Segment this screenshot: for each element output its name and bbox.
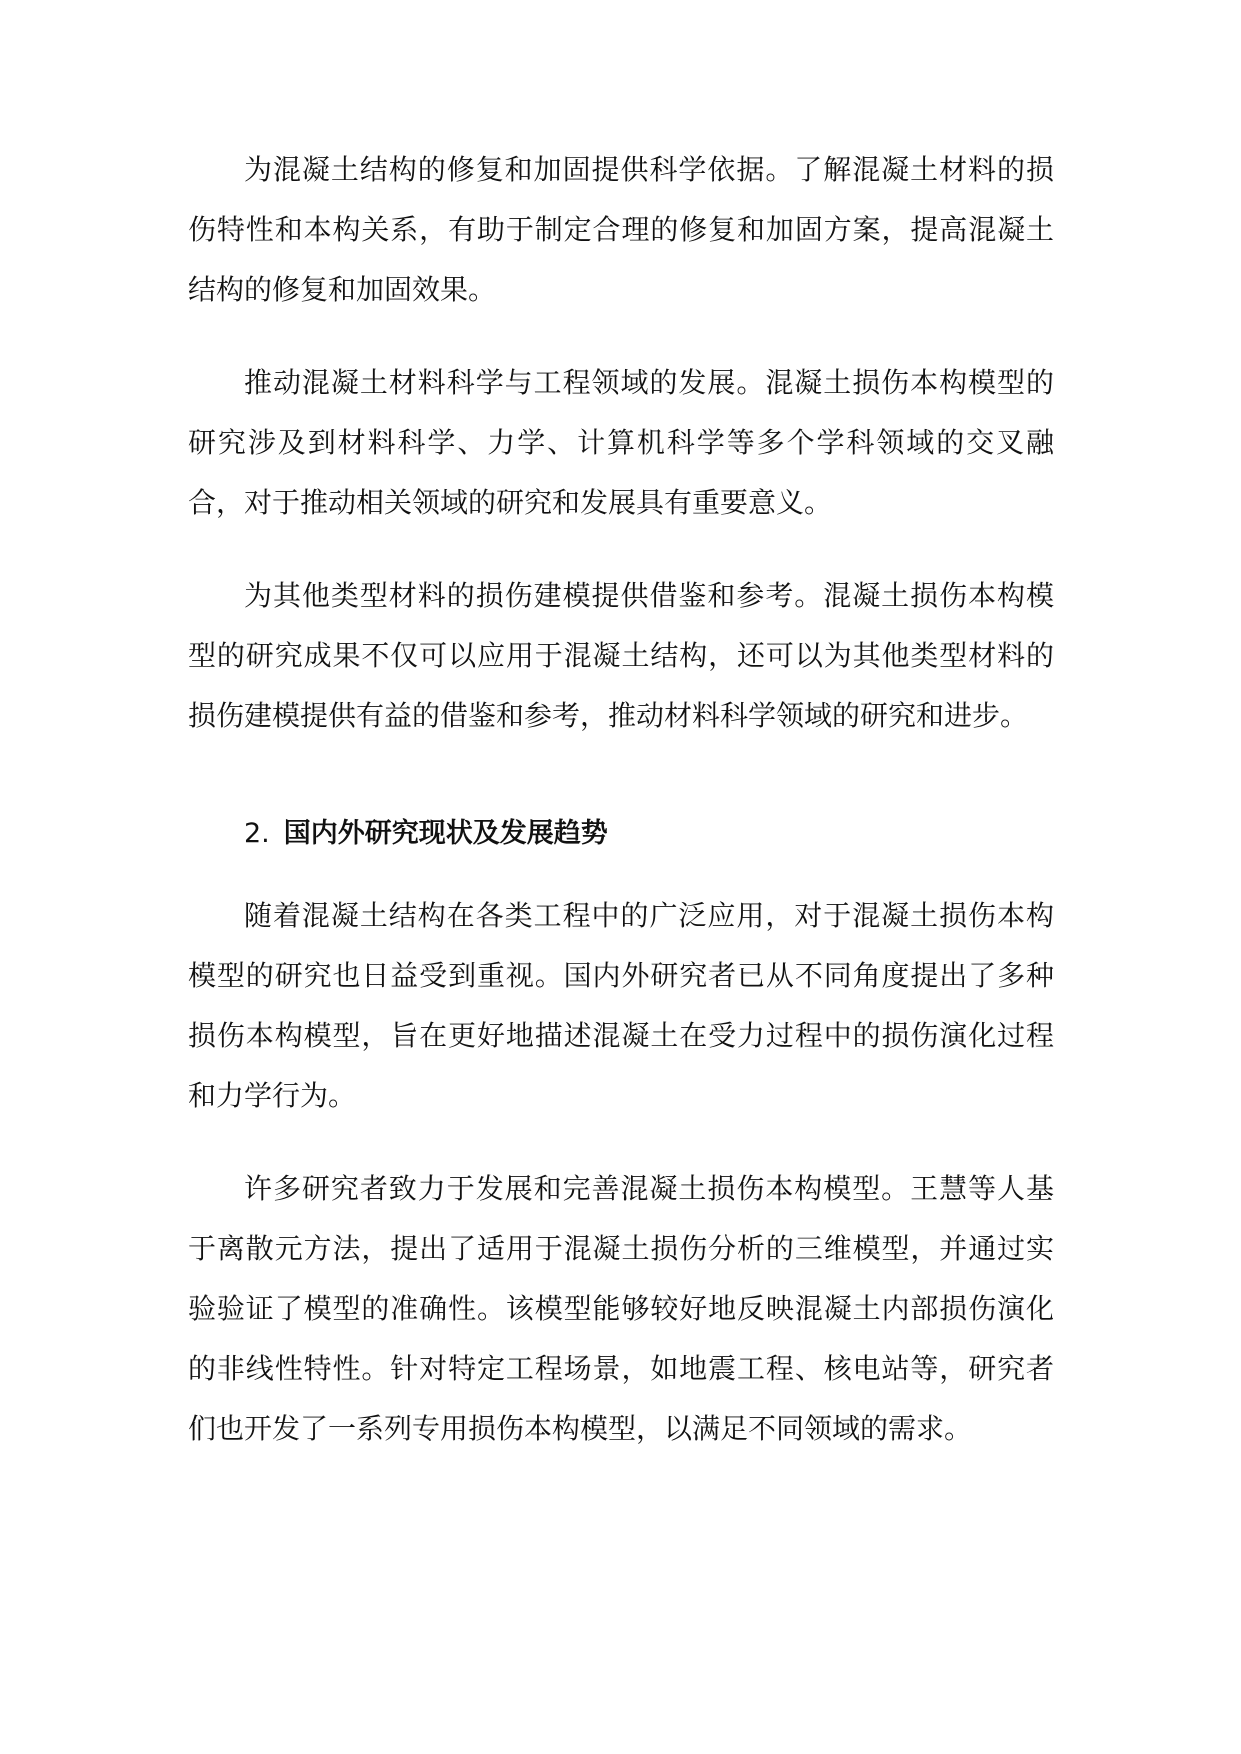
section-title: 国内外研究现状及发展趋势 [283,818,608,849]
section-number: 2. [244,818,270,849]
section-heading [188,804,1054,864]
paragraph-research-background: 随着混凝土结构在各类工程中的广泛应用，对于混凝土损伤本构模型的研究也日益受到重视。国内外研究者已从不同角度提出了多种损伤本构模型，旨在更好地描述混凝土在受力过程中的损伤演化过程和力学行为。 [188,899,1054,1112]
paragraph-repair-reinforcement: 为混凝土结构的修复和加固提供科学依据。了解混凝土材料的损伤特性和本构关系，有助于制定合理的修复和加固方案，提高混凝土结构的修复和加固效果。 [188,153,1054,306]
paragraph-discipline-development: 推动混凝土材料科学与工程领域的发展。混凝土损伤本构模型的研究涉及到材料科学、力学、计算机科学等多个学科领域的交叉融合，对于推动相关领域的研究和发展具有重要意义。 [188,366,1054,519]
paragraph-other-materials: 为其他类型材料的损伤建模提供借鉴和参考。混凝土损伤本构模型的研究成果不仅可以应用于混凝土结构，还可以为其他类型材料的损伤建模提供有益的借鉴和参考，推动材料科学领域的研究和进步。 [188,579,1054,732]
paragraph-research-progress: 许多研究者致力于发展和完善混凝土损伤本构模型。王慧等人基于离散元方法，提出了适用于混凝土损伤分析的三维模型，并通过实验验证了模型的准确性。该模型能够较好地反映混凝土内部损伤演化的非线性特性。针对特定工程场景，如地震工程、核电站等，研究者们也开发了一系列专用损伤本构模型，以满足不同领域的需求。 [188,1172,1054,1445]
document-body [188,140,1054,1492]
